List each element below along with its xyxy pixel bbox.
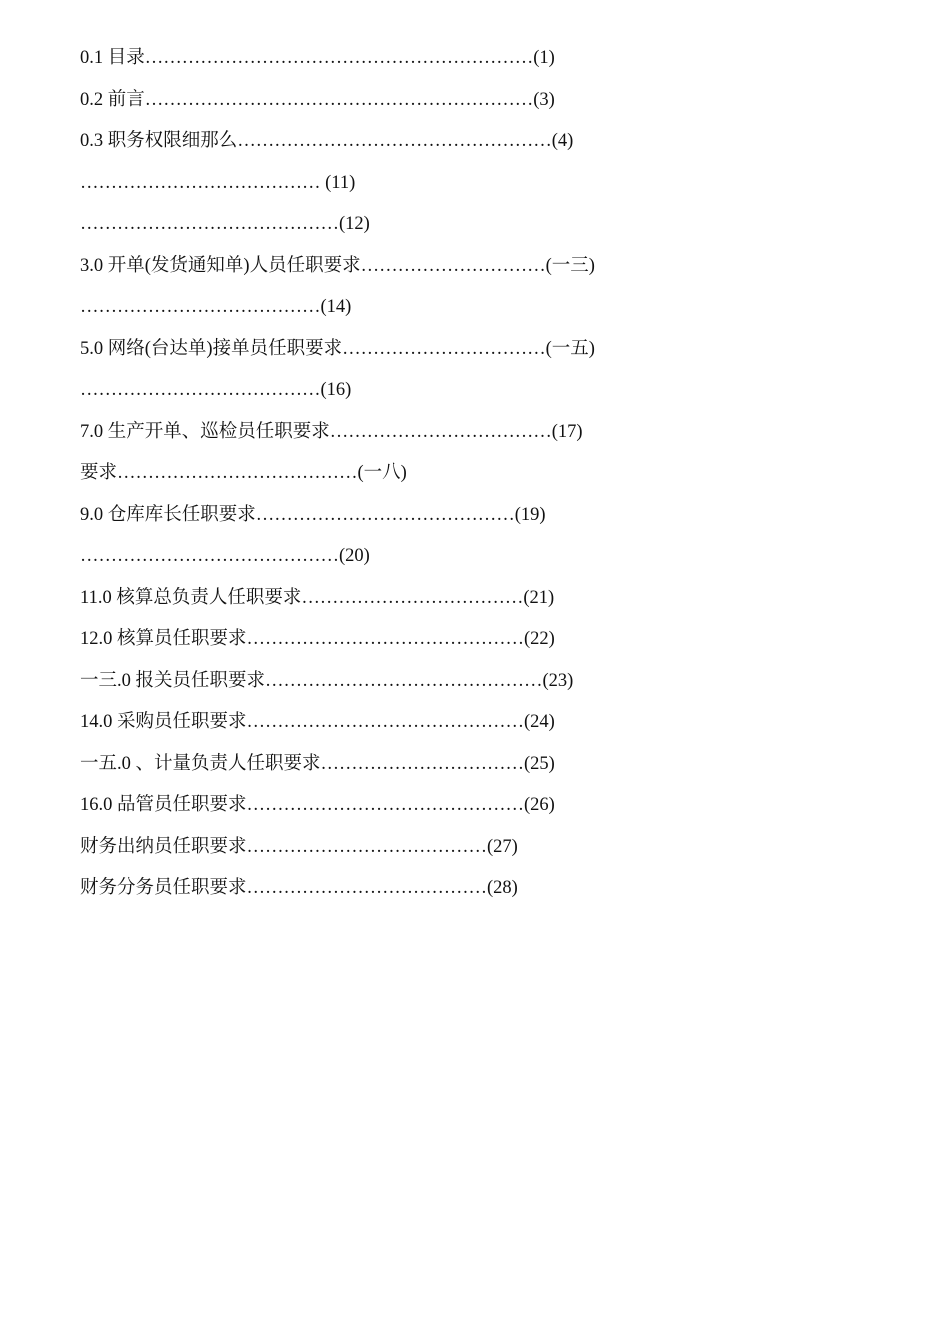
toc-entry: 一五.0 、计量负责人任职要求……………………………(25) <box>80 753 555 774</box>
toc-entry: 一三.0 报关员任职要求………………………………………(23) <box>80 670 574 691</box>
toc-entry: 财务分务员任职要求…………………………………(28) <box>80 878 518 898</box>
toc-entry: 7.0 生产开单、巡检员任职要求………………………………(17) <box>80 421 583 442</box>
toc-entry: 0.3 职务权限细那么……………………………………………(4) <box>80 131 574 151</box>
toc-entry: 11.0 核算总负责人任职要求………………………………(21) <box>80 587 555 608</box>
toc-entry: 要求…………………………………(一八) <box>80 463 407 483</box>
toc-entry: ……………………………………(12) <box>80 214 370 234</box>
toc-entry: 3.0 开单(发货通知单)人员任职要求…………………………(一三) <box>80 255 595 276</box>
toc-entry: …………………………………(14) <box>80 297 352 317</box>
toc-entry: 财务出纳员任职要求…………………………………(27) <box>80 836 518 857</box>
toc-entry: 12.0 核算员任职要求………………………………………(22) <box>80 629 555 649</box>
toc-entry: 0.1 目录………………………………………………………(1) <box>80 48 555 68</box>
toc-entry: ……………………………………(20) <box>80 546 370 566</box>
toc-entry: 14.0 采购员任职要求………………………………………(24) <box>80 712 555 732</box>
toc-entry: ………………………………… (11) <box>80 172 356 193</box>
toc-entry: …………………………………(16) <box>80 380 352 400</box>
toc-entry: 9.0 仓库库长任职要求……………………………………(19) <box>80 504 546 525</box>
toc-entry: 5.0 网络(台达单)接单员任职要求……………………………(一五) <box>80 338 595 359</box>
toc-entry: 0.2 前言………………………………………………………(3) <box>80 89 555 110</box>
table-of-contents <box>80 42 880 914</box>
toc-entry: 16.0 品管员任职要求………………………………………(26) <box>80 795 555 815</box>
